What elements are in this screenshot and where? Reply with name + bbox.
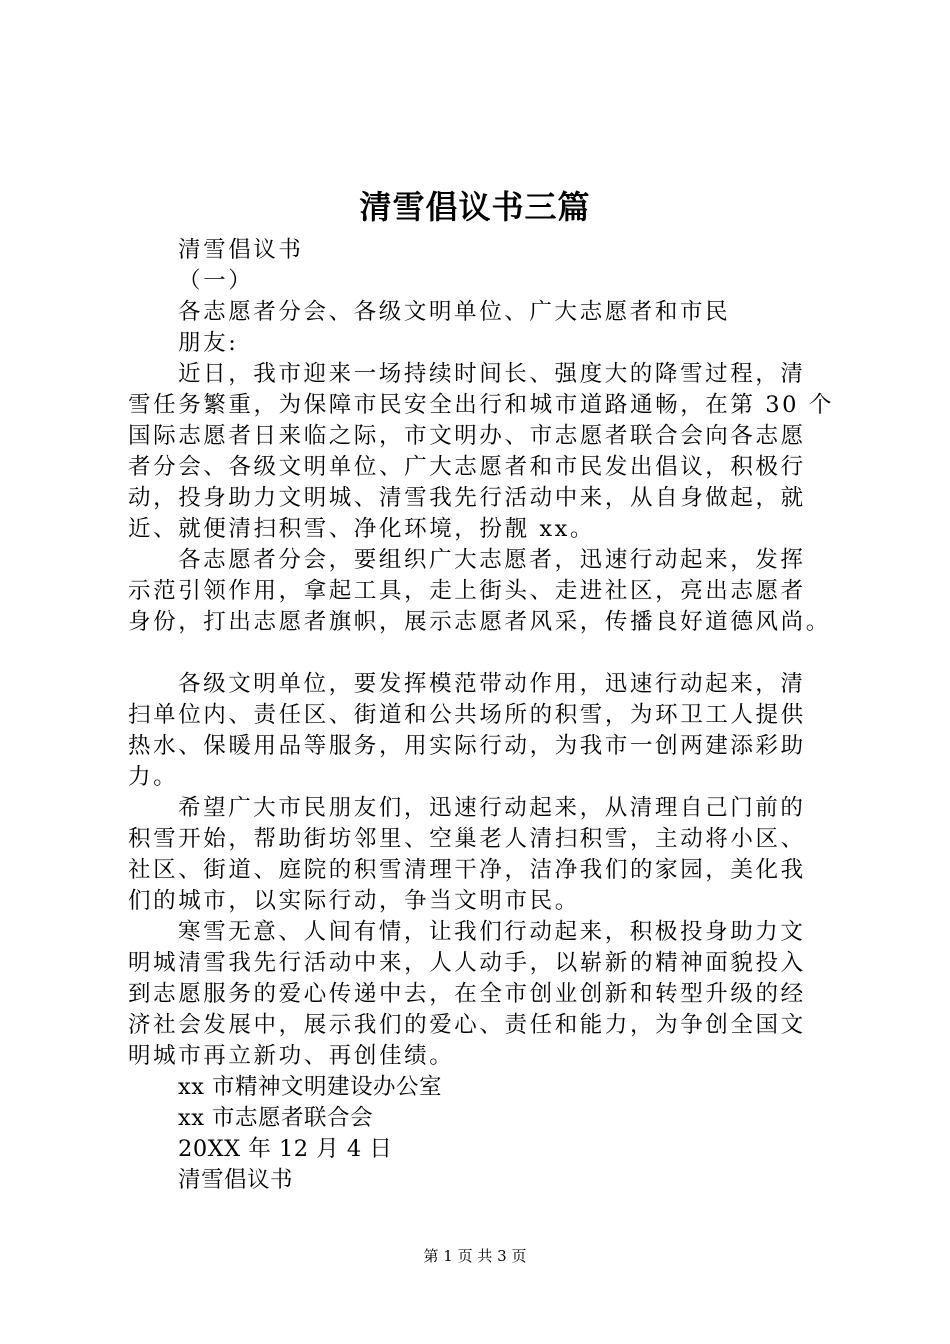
paragraph-line: 热水、保暖用品等服务，用实际行动，为我市一创两建添彩助 bbox=[128, 733, 806, 759]
paragraph-5 bbox=[128, 917, 832, 1072]
paragraph-line: 近日，我市迎来一场持续时间长、强度大的降雪过程，清 bbox=[178, 361, 806, 387]
paragraph-3 bbox=[128, 669, 832, 793]
next-section-title: 清雪倡议书 bbox=[178, 1167, 294, 1193]
subtitle: 清雪倡议书 bbox=[178, 237, 304, 263]
paragraph-line: 雪任务繁重，为保障市民安全出行和城市道路通畅，在第 30 个 bbox=[128, 392, 834, 418]
page-footer: 第 1 页 共 3 页 bbox=[423, 1247, 527, 1265]
salutation-line: 各志愿者分会、各级文明单位、广大志愿者和市民 bbox=[178, 299, 731, 325]
paragraph-line: 们的城市，以实际行动，争当文明市民。 bbox=[128, 888, 580, 914]
paragraph-line: 希望广大市民朋友们，迅速行动起来，从清理自己门前的 bbox=[178, 795, 806, 821]
paragraph-line: 国际志愿者日来临之际，市文明办、市志愿者联合会向各志愿 bbox=[128, 423, 806, 449]
paragraph-line: 寒雪无意、人间有情，让我们行动起来，积极投身助力文 bbox=[178, 919, 806, 945]
document-title: 清雪倡议书三篇 bbox=[359, 188, 591, 226]
paragraph-line: 积雪开始，帮助街坊邻里、空巢老人清扫积雪，主动将小区、 bbox=[128, 826, 806, 852]
salutation-line: 朋友: bbox=[178, 330, 239, 356]
paragraph-line: 动，投身助力文明城、清雪我先行活动中来，从自身做起，就 bbox=[128, 485, 806, 511]
paragraph-line: 济社会发展中，展示我们的爱心、责任和能力，为争创全国文 bbox=[128, 1012, 806, 1038]
paragraph-line: 各志愿者分会，要组织广大志愿者，迅速行动起来，发挥 bbox=[178, 547, 806, 573]
paragraph-2 bbox=[128, 545, 832, 638]
document-body bbox=[128, 235, 832, 1196]
paragraph-line: 力。 bbox=[128, 764, 179, 790]
paragraph-1 bbox=[128, 359, 832, 545]
paragraph-line: 到志愿服务的爱心传递中去，在全市创业创新和转型升级的经 bbox=[128, 981, 806, 1007]
signature-block bbox=[128, 1072, 832, 1196]
paragraph-line: 者分会、各级文明单位、广大志愿者和市民发出倡议，积极行 bbox=[128, 454, 806, 480]
paragraph-line: 扫单位内、责任区、街道和公共场所的积雪，为环卫工人提供 bbox=[128, 702, 806, 728]
paragraph-line: 各级文明单位，要发挥模范带动作用，迅速行动起来，清 bbox=[178, 671, 806, 697]
paragraph-line: 近、就便清扫积雪、净化环境，扮靓 xx。 bbox=[128, 516, 596, 542]
paragraph-line: 社区、街道、庭院的积雪清理干净，洁净我们的家园，美化我 bbox=[128, 857, 806, 883]
signature-federation: xx 市志愿者联合会 bbox=[178, 1105, 374, 1131]
section-number: （一） bbox=[178, 268, 254, 294]
paragraph-4 bbox=[128, 793, 832, 917]
paragraph-line: 示范引领作用，拿起工具，走上街头、走进社区，亮出志愿者 bbox=[128, 578, 806, 604]
signature-office: xx 市精神文明建设办公室 bbox=[178, 1074, 443, 1100]
paragraph-line: 明城清雪我先行活动中来，人人动手，以崭新的精神面貌投入 bbox=[128, 950, 806, 976]
signature-date: 20XX 年 12 月 4 日 bbox=[178, 1136, 393, 1162]
paragraph-line: 身份，打出志愿者旗帜，展示志愿者风采，传播良好道德风尚。 bbox=[128, 609, 831, 635]
paragraph-line: 明城市再立新功、再创佳绩。 bbox=[128, 1043, 455, 1069]
blank-line bbox=[128, 638, 832, 669]
